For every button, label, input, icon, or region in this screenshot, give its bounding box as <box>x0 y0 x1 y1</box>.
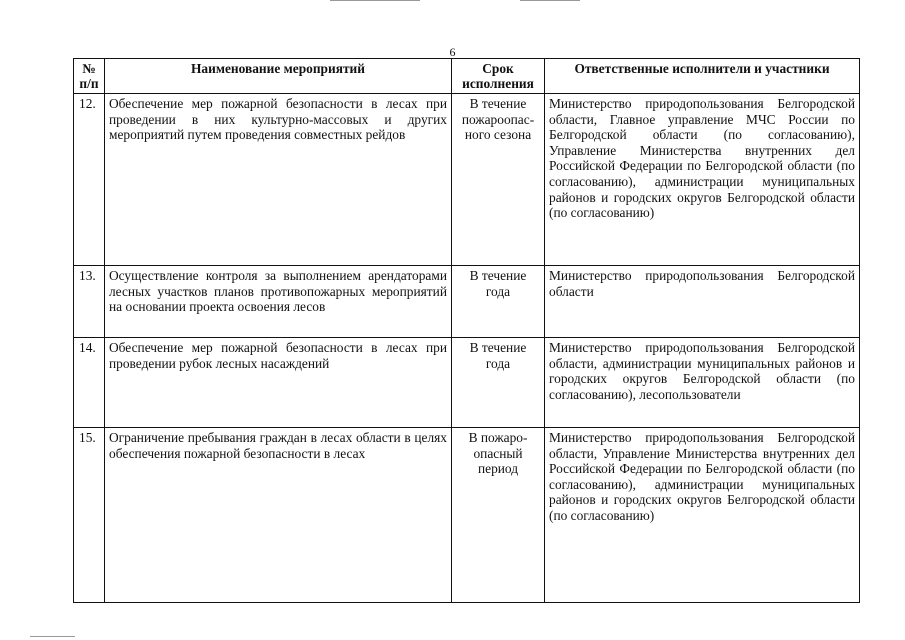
scan-artifact-bottom-left <box>30 636 75 637</box>
row-deadline: В пожаро-опасный период <box>452 428 545 603</box>
table-row <box>74 428 860 603</box>
table-row <box>74 266 860 338</box>
row-deadline: В течение года <box>452 266 545 338</box>
table-row <box>74 338 860 428</box>
row-responsible: Министерство природопользования Белгородской области, Управление Министерства внутренних дел Российской Федерации по Белгородской области (по согласованию), администрации муниципальных районов и городских округов Белгородской области (по согласованию) <box>545 428 860 603</box>
page-number: 6 <box>449 45 456 59</box>
row-responsible: Министерство природопользования Белгородской области <box>545 266 860 338</box>
row-deadline: В течение пожароопас-ного сезона <box>452 94 545 266</box>
header-name: Наименование мероприятий <box>105 59 452 94</box>
header-responsible: Ответственные исполнители и участники <box>545 59 860 94</box>
row-measure-name: Осуществление контроля за выполнением арендаторами лесных участков планов противопожарных мероприятий на основании проекта освоения лесов <box>105 266 452 338</box>
header-number: № п/п <box>74 59 105 94</box>
row-measure-name: Обеспечение мер пожарной безопасности в лесах при проведении рубок лесных насаждений <box>105 338 452 428</box>
row-number: 13. <box>74 266 105 338</box>
row-deadline: В течение года <box>452 338 545 428</box>
row-responsible: Министерство природопользования Белгородской области, Главное управление МЧС России по Белгородской области (по согласованию), Управление Министерства внутренних дел Российской Федерации по Белгородской области (по согласованию), администрации муниципальных районов и городских округов Белгородской области (по согласованию) <box>545 94 860 266</box>
table-header-row <box>74 59 860 94</box>
row-number: 15. <box>74 428 105 603</box>
row-responsible: Министерство природопользования Белгородской области, администрации муниципальных районов и городских округов Белгородской области (по согласованию), лесопользователи <box>545 338 860 428</box>
row-measure-name: Ограничение пребывания граждан в лесах области в целях обеспечения пожарной безопасности в лесах <box>105 428 452 603</box>
table-row <box>74 94 860 266</box>
row-measure-name: Обеспечение мер пожарной безопасности в лесах при проведении в них культурно-массовых и других мероприятий путем проведения совместных рейдов <box>105 94 452 266</box>
row-number: 12. <box>74 94 105 266</box>
measures-table <box>73 58 860 603</box>
scan-artifact-top-left <box>330 0 420 1</box>
header-deadline: Срок исполнения <box>452 59 545 94</box>
row-number: 14. <box>74 338 105 428</box>
scan-artifact-top-right <box>520 0 580 1</box>
